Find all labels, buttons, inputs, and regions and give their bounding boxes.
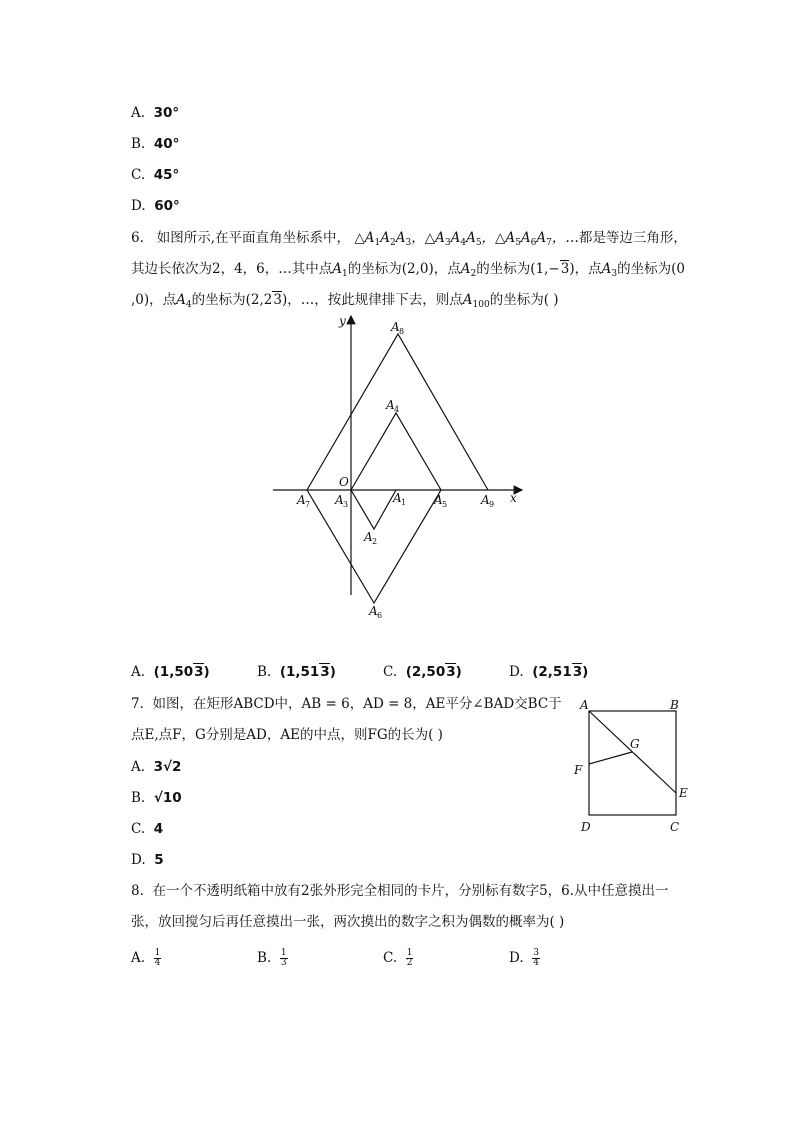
q6-option-c: C. (2,503) bbox=[383, 664, 462, 680]
option-value: (1,51 bbox=[279, 664, 320, 680]
q8-option-b bbox=[257, 949, 288, 968]
q5-option-a bbox=[131, 104, 179, 122]
label-a6 bbox=[368, 604, 382, 620]
label-a3 bbox=[334, 493, 348, 509]
svg-text:5: 5 bbox=[442, 500, 448, 509]
label-e: E bbox=[679, 786, 688, 800]
label-a7 bbox=[296, 493, 310, 509]
q6-line-3: ,0)，点$A_4$的坐标为(2,23)，…，按此规律排下去，则点$A_{100}$的坐标为( ) bbox=[131, 292, 559, 310]
q6-text: 的坐标为(0 bbox=[617, 261, 685, 277]
option-value: 30° bbox=[153, 105, 180, 121]
svg-text:9: 9 bbox=[489, 500, 495, 509]
svg-text:A: A bbox=[391, 320, 400, 334]
q8-text: 张，放回搅匀后再任意摸出一张，两次摸出的数字之积为偶数的概率为( ) bbox=[131, 914, 565, 930]
q8-option-c bbox=[383, 949, 413, 968]
option-value: 45° bbox=[153, 167, 180, 183]
option-letter: D. bbox=[509, 950, 524, 966]
q6-option-a: A. (1,503) bbox=[131, 664, 210, 680]
q8-option-d bbox=[509, 949, 540, 968]
segment-ae bbox=[589, 711, 676, 793]
option-value: 5 bbox=[154, 852, 164, 868]
q5-option-d bbox=[131, 197, 180, 215]
q8-option-a bbox=[131, 949, 161, 968]
svg-text:A: A bbox=[369, 604, 378, 618]
option-value: 4 bbox=[153, 821, 164, 837]
q5-option-c bbox=[131, 166, 179, 184]
numerator: 1 bbox=[154, 948, 161, 958]
q6-text: )，点 bbox=[569, 261, 602, 277]
q6-option-b: B. (1,513) bbox=[257, 664, 336, 680]
svg-text:4: 4 bbox=[394, 405, 400, 414]
option-value: ) bbox=[455, 664, 462, 680]
q7-option-c bbox=[131, 820, 163, 838]
option-letter: C. bbox=[131, 821, 146, 837]
option-letter: B. bbox=[257, 950, 272, 966]
option-value: (2,51 bbox=[532, 664, 572, 680]
q7-text: 如图，在矩形ABCD中，AB = 6，AD = 8，AE平分∠BAD交BC于 bbox=[152, 696, 562, 712]
y-axis-label: y bbox=[339, 314, 346, 328]
svg-text:6: 6 bbox=[377, 611, 383, 620]
svg-text:2: 2 bbox=[372, 537, 378, 546]
question-number: 6. bbox=[131, 230, 144, 246]
label-a4 bbox=[385, 398, 399, 414]
label-a5 bbox=[433, 493, 447, 509]
svg-text:A: A bbox=[297, 493, 306, 507]
fraction bbox=[154, 949, 162, 968]
q7-option-b bbox=[131, 789, 182, 807]
label-a8 bbox=[390, 320, 404, 336]
label-a9 bbox=[480, 493, 494, 509]
label-a: A bbox=[580, 698, 589, 712]
option-value: ) bbox=[203, 664, 210, 680]
q8-line-2 bbox=[131, 913, 564, 931]
triangle-a3-a4-a5 bbox=[351, 413, 441, 490]
option-letter: D. bbox=[509, 664, 524, 680]
numerator: 1 bbox=[280, 948, 287, 958]
q6-text: 的坐标为(2,2 bbox=[191, 292, 273, 308]
option-letter: B. bbox=[257, 664, 272, 680]
option-letter: A. bbox=[131, 759, 146, 775]
q6-text: ,0)，点 bbox=[131, 292, 177, 308]
q8-line-1 bbox=[131, 882, 669, 900]
q6-text: 其边长依次为2，4，6，…其中点 bbox=[131, 261, 333, 277]
x-axis-label: x bbox=[510, 491, 517, 505]
option-letter: D. bbox=[131, 198, 146, 214]
svg-text:8: 8 bbox=[399, 327, 405, 336]
fraction bbox=[280, 949, 288, 968]
denominator: 4 bbox=[154, 958, 161, 968]
q5-option-b bbox=[131, 135, 179, 153]
q6-text: 的坐标为(2,0)，点 bbox=[347, 261, 461, 277]
q6-text: 都是等边三角形， bbox=[578, 230, 687, 246]
numerator: 3 bbox=[533, 948, 539, 958]
svg-text:A: A bbox=[393, 491, 402, 505]
q6-text: 的坐标为( ) bbox=[489, 292, 559, 308]
q6-text: 如图所示,在平面直角坐标系中， bbox=[156, 230, 351, 246]
q7-line-1 bbox=[131, 695, 562, 713]
label-a1 bbox=[392, 491, 406, 507]
option-letter: C. bbox=[383, 950, 398, 966]
triangle-a5-a6-a7 bbox=[307, 490, 441, 603]
q6-text: )，…，按此规律排下去，则点 bbox=[281, 292, 463, 308]
svg-text:A: A bbox=[386, 398, 395, 412]
svg-text:1: 1 bbox=[401, 498, 407, 507]
q7-line-2 bbox=[131, 726, 443, 744]
option-letter: A. bbox=[131, 950, 146, 966]
svg-text:7: 7 bbox=[305, 500, 311, 509]
svg-text:A: A bbox=[434, 493, 443, 507]
q6-line-1 bbox=[131, 229, 687, 252]
fraction bbox=[406, 949, 414, 968]
q8-text: 在一个不透明纸箱中放有2张外形完全相同的卡片，分别标有数字5，6.从中任意摸出一 bbox=[152, 883, 669, 899]
label-d: D bbox=[581, 820, 591, 834]
q6-coordinate-figure bbox=[260, 310, 540, 630]
label-c: C bbox=[670, 820, 680, 834]
q7-option-d bbox=[131, 851, 164, 869]
option-letter: A. bbox=[131, 664, 146, 680]
label-a2 bbox=[363, 530, 377, 546]
triangle-a1-a2-a3 bbox=[351, 490, 396, 529]
option-letter: B. bbox=[131, 136, 146, 152]
q6-text: 的坐标为(1,− bbox=[476, 261, 560, 277]
q7-text: 点E,点F，G分别是AD，AE的中点，则FG的长为( ) bbox=[131, 727, 443, 743]
q7-option-a bbox=[131, 758, 181, 776]
numerator: 1 bbox=[406, 948, 413, 958]
rectangle-abcd bbox=[589, 711, 676, 815]
question-number: 8. bbox=[131, 883, 144, 899]
svg-text:A: A bbox=[481, 493, 490, 507]
question-number: 7. bbox=[131, 696, 144, 712]
denominator: 4 bbox=[533, 958, 539, 968]
option-value: ) bbox=[582, 664, 589, 680]
option-value: (1,50 bbox=[153, 664, 194, 680]
denominator: 3 bbox=[280, 958, 287, 968]
option-letter: A. bbox=[131, 105, 146, 121]
option-value: (2,50 bbox=[405, 664, 446, 680]
option-value: ) bbox=[329, 664, 336, 680]
option-value: 40° bbox=[153, 136, 180, 152]
option-letter: B. bbox=[131, 790, 146, 806]
segment-fg bbox=[589, 752, 632, 764]
svg-text:A: A bbox=[364, 530, 373, 544]
svg-text:3: 3 bbox=[343, 500, 349, 509]
option-value: 60° bbox=[154, 198, 180, 214]
q6-option-d: D. (2,513) bbox=[509, 664, 589, 680]
label-f: F bbox=[574, 763, 583, 777]
denominator: 2 bbox=[406, 958, 413, 968]
q6-triangle-1: $\triangle A_1A_2A_3$，$\triangle A_3A_4A_5$，$\triangle A_5A_6A_7$，… bbox=[354, 230, 579, 248]
fraction bbox=[532, 949, 540, 968]
option-letter: D. bbox=[131, 852, 146, 868]
option-value: √10 bbox=[153, 790, 182, 806]
option-value: 3√2 bbox=[153, 759, 182, 775]
option-letter: C. bbox=[131, 167, 146, 183]
q6-line-2: 其边长依次为2，4，6，…其中点$A_1$的坐标为(2,0)，点$A_2$的坐标为(1,−3)，点$A_3$的坐标为(0 bbox=[131, 261, 685, 279]
q7-rectangle-figure bbox=[565, 692, 705, 837]
svg-text:A: A bbox=[335, 493, 344, 507]
origin-label: O bbox=[339, 475, 349, 489]
label-b: B bbox=[670, 698, 679, 712]
label-g: G bbox=[630, 737, 640, 751]
option-letter: C. bbox=[383, 664, 398, 680]
